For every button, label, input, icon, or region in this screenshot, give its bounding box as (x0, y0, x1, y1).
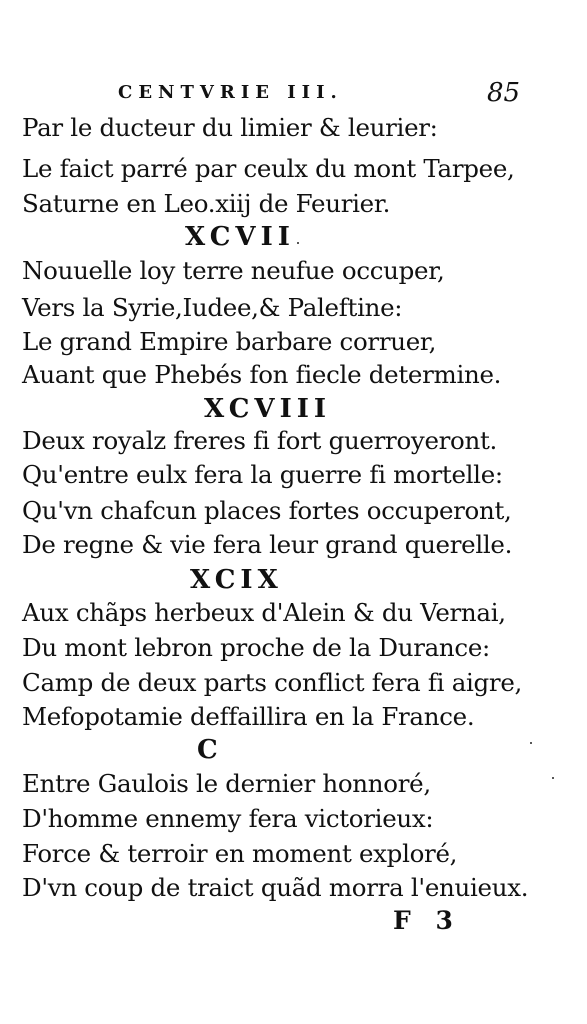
verse-line: Force & terroir en moment exploré, (22, 839, 458, 868)
verse-line: Qu'entre eulx fera la guerre fi mortelle: (22, 460, 503, 489)
quatrain-number: XCVII (185, 222, 295, 252)
verse-line: D'homme ennemy fera victorieux: (22, 804, 434, 833)
verse-line: Aux chãps herbeux d'Alein & du Vernai, (22, 598, 506, 627)
print-speck (530, 742, 532, 744)
verse-line: Auant que Phebés fon fiecle determine. (22, 360, 502, 389)
verse-line: Camp de deux parts conflict fera fi aigre, (22, 668, 523, 697)
running-title: CENTVRIE III. (118, 82, 343, 103)
verse-line: Nouuelle loy terre neufue occuper, (22, 256, 445, 285)
verse-line: Mefopotamie deffaillira en la France. (22, 702, 475, 731)
verse-line: Saturne en Leo.xiij de Feurier. (22, 189, 391, 218)
verse-line: Du mont lebron proche de la Durance: (22, 633, 490, 662)
verse-line: Entre Gaulois le dernier honnoré, (22, 769, 431, 798)
verse-line: Par le ducteur du limier & leurier: (22, 113, 438, 142)
verse-line: Le grand Empire barbare corruer, (22, 327, 437, 356)
quatrain-number: XCVIII (204, 394, 332, 424)
verse-line: De regne & vie fera leur grand querelle. (22, 530, 513, 559)
verse-line: Vers la Syrie,Iudee,& Paleftine: (22, 293, 403, 322)
quatrain-number: C (197, 735, 223, 765)
print-speck (552, 777, 554, 779)
verse-line: Qu'vn chafcun places fortes occuperont, (22, 496, 512, 525)
verse-line: Le faict parré par ceulx du mont Tarpee, (22, 154, 515, 183)
verse-line: D'vn coup de traict quãd morra l'enuieux. (22, 873, 529, 902)
verse-line: Deux royalz freres fi fort guerroyeront. (22, 426, 498, 455)
signature-mark: F 3 (393, 906, 461, 935)
print-speck (297, 242, 299, 244)
quatrain-number: XCIX (190, 565, 283, 595)
page-number: 85 (487, 78, 521, 108)
